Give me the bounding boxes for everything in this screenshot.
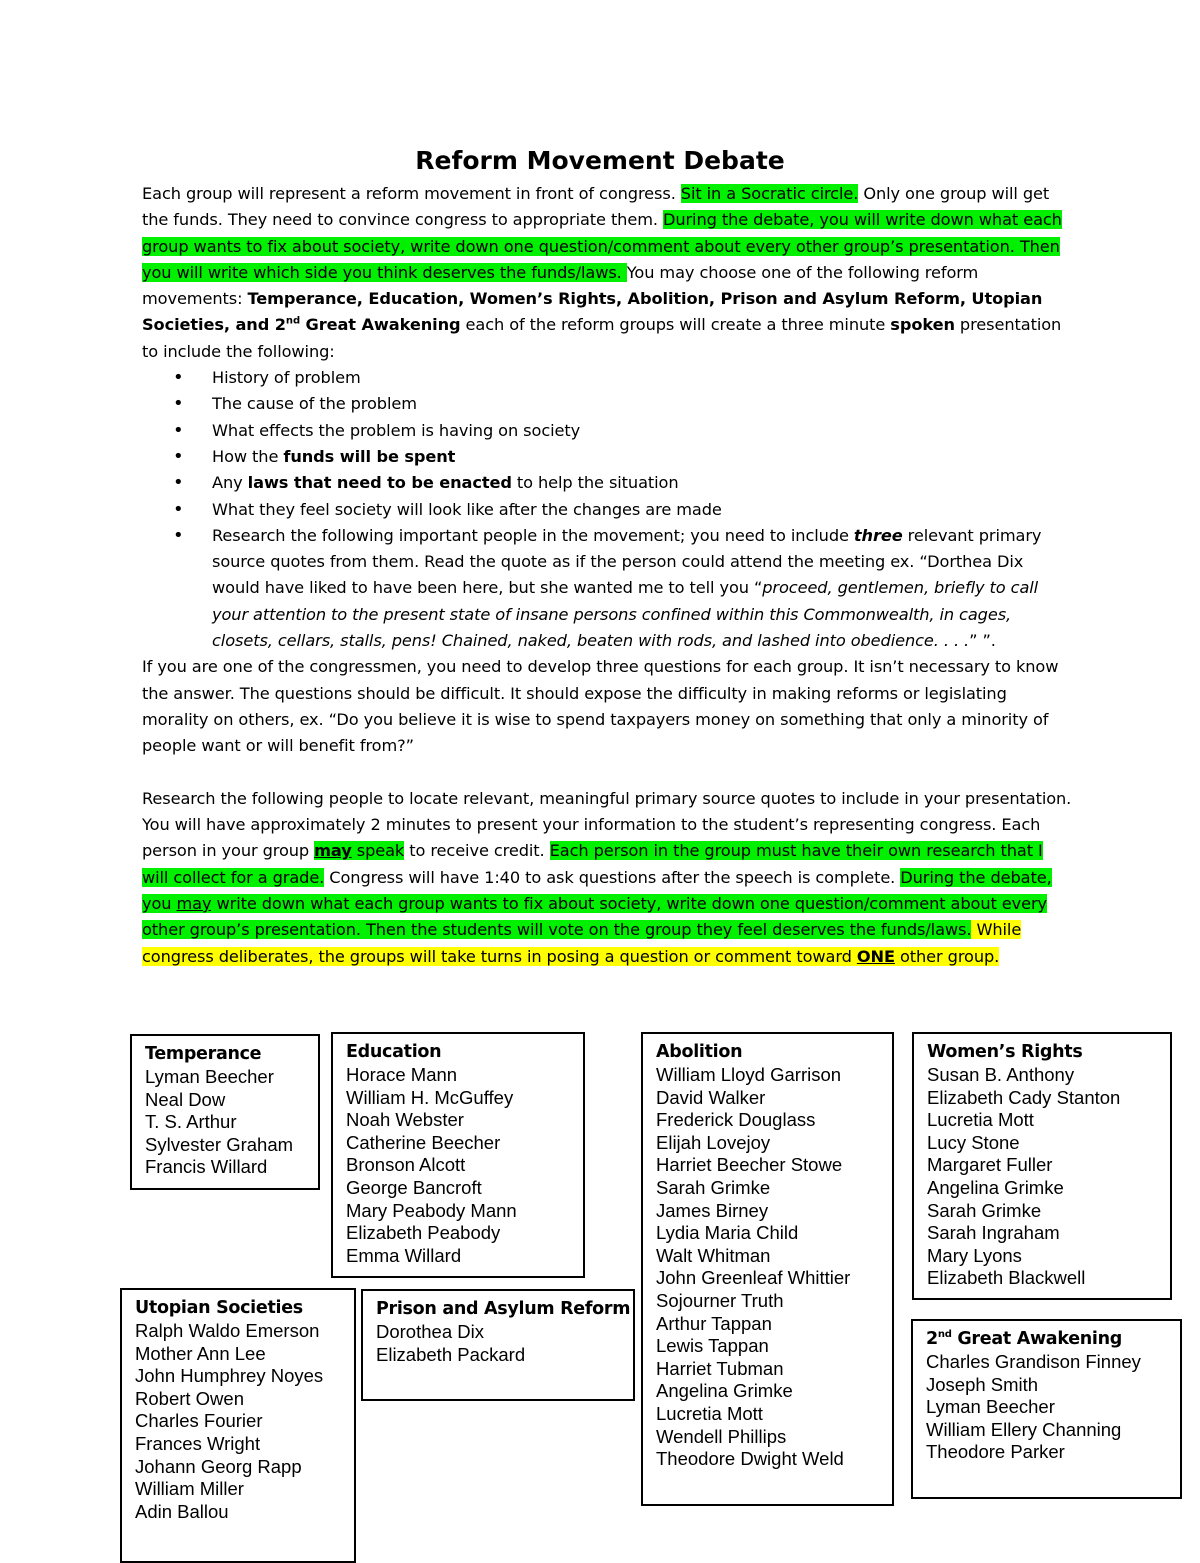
person-name: Frederick Douglass	[656, 1109, 816, 1131]
list-item-text: Research the following important people in the movement; you need to include	[212, 525, 854, 545]
spacer	[142, 760, 1072, 786]
great-awakening-box	[911, 1319, 1182, 1499]
utopian-societies-box	[120, 1288, 356, 1563]
person-name: Elijah Lovejoy	[656, 1131, 771, 1153]
highlighted-text: Each person in the group must have their own research that I will collect for a grade.	[142, 841, 1043, 887]
person-name: Susan B. Anthony	[927, 1064, 1075, 1085]
person-name: William Lloyd Garrison	[656, 1064, 842, 1085]
person-name: Lucy Stone	[927, 1131, 1020, 1153]
quote-text: proceed, gentlemen, briefly to call your attention to the present state of insane persons confined within this Commonwealth, in cages, closets, cellars, stalls, pens! Chained, naked, beaten with rods, and lashed into obedience. . . .	[212, 578, 1039, 651]
highlighted-text: Sit in a Socratic circle.	[680, 184, 859, 203]
highlighted-text: write down what each group wants to fix about society, write down one question/comment about every other group’s presentation. Then the students will vote on the group they feel deserves the funds/laws.	[142, 894, 1048, 940]
superscript: nd	[285, 316, 300, 328]
person-name: Sojourner Truth	[656, 1289, 784, 1311]
title-text: 2	[926, 1329, 938, 1349]
list-item-text: Any	[212, 473, 248, 493]
bold-text: three	[853, 525, 903, 545]
person-name: Theodore Dwight Weld	[656, 1448, 844, 1470]
text-run: Congress will have 1:40 to ask questions after the speech is complete.	[324, 867, 901, 887]
people-list	[346, 1064, 583, 1267]
person-name: T. S. Arthur	[145, 1111, 237, 1133]
person-name: Johann Georg Rapp	[135, 1455, 302, 1477]
yellow-highlighted-text: other group.	[894, 946, 1000, 966]
person-name: Joseph Smith	[926, 1373, 1039, 1395]
person-name: Lydia Maria Child	[656, 1222, 799, 1244]
people-list	[145, 1066, 318, 1179]
bold-text: funds will be spent	[283, 446, 456, 466]
person-name: Bronson Alcott	[346, 1154, 466, 1176]
superscript: nd	[937, 1329, 952, 1341]
person-name: John Greenleaf Whittier	[656, 1267, 851, 1289]
research-paragraph	[142, 786, 1072, 970]
list-item	[212, 497, 1072, 523]
prison-asylum-reform-box	[361, 1289, 635, 1401]
person-name: Dorothea Dix	[376, 1321, 484, 1342]
requirements-list	[142, 365, 1072, 654]
list-item-text: History of problem	[212, 368, 361, 388]
list-item-text: How the	[212, 446, 284, 466]
person-name: Sarah Grimke	[927, 1199, 1042, 1221]
person-name: Elizabeth Blackwell	[927, 1267, 1086, 1289]
list-item	[212, 365, 1072, 391]
group-title: Prison and Asylum Reform	[376, 1299, 631, 1319]
text-run: to receive credit.	[404, 841, 550, 861]
text-run: You may choose one of the following reform movements:	[142, 262, 979, 309]
person-name: Francis Willard	[145, 1156, 268, 1178]
person-name: Wendell Phillips	[656, 1425, 787, 1447]
list-item	[212, 418, 1072, 444]
title-text: Great Awakening	[951, 1329, 1123, 1349]
text-run: each of the reform groups will create a three minute	[460, 315, 891, 335]
person-name: Frances Wright	[135, 1432, 261, 1454]
abolition-box	[641, 1032, 894, 1506]
text-run: Only one group will get the funds. They need to convince congress to appropriate them.	[142, 184, 1050, 230]
person-name: Harriet Beecher Stowe	[656, 1154, 843, 1176]
yellow-highlighted-text: While congress deliberates, the groups will take turns in posing a question or comment toward	[142, 920, 1022, 966]
education-box	[331, 1032, 585, 1278]
person-name: Walt Whitman	[656, 1244, 771, 1266]
bold-text: laws that need to be enacted	[247, 473, 512, 493]
highlighted-text: may	[314, 841, 352, 861]
people-list	[376, 1321, 633, 1366]
person-name: Sylvester Graham	[145, 1133, 294, 1155]
person-name: Ralph Waldo Emerson	[135, 1320, 320, 1341]
person-name: William Ellery Channing	[926, 1418, 1122, 1440]
person-name: Theodore Parker	[926, 1441, 1065, 1463]
person-name: Adin Ballou	[135, 1500, 229, 1522]
person-name: Angelina Grimke	[656, 1380, 793, 1402]
person-name: George Bancroft	[346, 1176, 482, 1198]
people-list	[656, 1064, 892, 1471]
person-name: Noah Webster	[346, 1109, 464, 1131]
list-item	[212, 444, 1072, 470]
group-title	[926, 1327, 1180, 1351]
person-name: Harriet Tubman	[656, 1357, 784, 1379]
group-title: Utopian Societies	[135, 1298, 303, 1318]
person-name: Catherine Beecher	[346, 1131, 501, 1153]
person-name: Sarah Ingraham	[927, 1222, 1060, 1244]
bold-text: spoken	[890, 315, 955, 335]
person-name: Lewis Tappan	[656, 1335, 769, 1357]
person-name: Emma Willard	[346, 1244, 462, 1266]
person-name: Charles Grandison Finney	[926, 1351, 1141, 1372]
list-item-text: What they feel society will look like after the changes are made	[212, 499, 722, 519]
page-title: Reform Movement Debate	[415, 146, 785, 175]
person-name: David Walker	[656, 1086, 766, 1108]
text-run: Each group will represent a reform movement in front of congress.	[142, 184, 681, 203]
bold-text: Great Awakening	[300, 315, 461, 335]
person-name: Elizabeth Cady Stanton	[927, 1086, 1121, 1108]
group-title: Women’s Rights	[927, 1042, 1083, 1062]
person-name: Angelina Grimke	[927, 1176, 1064, 1198]
person-name: Mary Lyons	[927, 1244, 1022, 1266]
person-name: Neal Dow	[145, 1088, 226, 1110]
highlighted-text: During the debate, you	[142, 867, 1052, 914]
list-item-text: relevant primary source quotes from them. Read the quote as if the person could attend the meeting ex. “Dorthea Dix would have liked to have been here, but she wanted me to tell you “	[212, 525, 1042, 598]
person-name: John Humphrey Noyes	[135, 1365, 324, 1387]
person-name: Elizabeth Packard	[376, 1343, 526, 1365]
womens-rights-box	[912, 1032, 1172, 1300]
person-name: Mary Peabody Mann	[346, 1199, 517, 1221]
person-name: Lucretia Mott	[927, 1109, 1034, 1131]
group-title: Temperance	[145, 1044, 262, 1064]
people-list	[926, 1351, 1180, 1464]
group-title: Education	[346, 1042, 442, 1062]
highlighted-text: During the debate, you will write down what each group wants to fix about society, write down one question/comment about every other group’s presentation. Then you will write which side you think deserves the funds/laws.	[142, 210, 1062, 282]
person-name: Sarah Grimke	[656, 1176, 771, 1198]
person-name: Horace Mann	[346, 1064, 458, 1085]
person-name: William H. McGuffey	[346, 1086, 514, 1108]
list-item-text: ” ”.	[969, 631, 996, 651]
person-name: James Birney	[656, 1199, 769, 1221]
list-item-text: What effects the problem is having on society	[212, 420, 581, 440]
person-name: William Miller	[135, 1478, 244, 1500]
people-list	[927, 1064, 1170, 1290]
person-name: Lucretia Mott	[656, 1402, 763, 1424]
person-name: Margaret Fuller	[927, 1154, 1053, 1176]
list-item-text: The cause of the problem	[212, 394, 417, 414]
person-name: Mother Ann Lee	[135, 1342, 266, 1364]
instructions-paragraph	[142, 181, 1072, 970]
text-run: Research the following people to locate relevant, meaningful primary source quotes to include in your presentation. You will have approximately 2 minutes to present your information to the student’s representing congress. Each person in your group	[142, 788, 1072, 861]
list-item	[212, 391, 1072, 417]
person-name: Charles Fourier	[135, 1410, 263, 1432]
list-item	[212, 470, 1072, 496]
group-title: Abolition	[656, 1042, 743, 1062]
temperance-box	[130, 1034, 320, 1190]
people-list	[135, 1320, 354, 1523]
list-item-text: to help the situation	[511, 473, 679, 493]
person-name: Elizabeth Peabody	[346, 1222, 501, 1244]
person-name: Robert Owen	[135, 1387, 244, 1409]
highlighted-text: may	[176, 894, 212, 914]
text-run: presentation to include the following:	[142, 315, 1062, 361]
person-name: Lyman Beecher	[926, 1396, 1055, 1418]
person-name: Lyman Beecher	[145, 1066, 274, 1087]
congressmen-paragraph: If you are one of the congressmen, you need to develop three questions for each group. It isn’t necessary to know the answer. The questions should be difficult. It should expose the difficulty in making reforms or legislating morality on others, ex. “Do you believe it is wise to spend taxpayers money on something that only a minority of people want or will benefit from?”	[142, 657, 1059, 756]
bold-text: Temperance, Education, Women’s Rights, Abolition, Prison and Asylum Reform, Utopian Societies, and 2	[142, 289, 1043, 335]
highlighted-text: speak	[351, 841, 405, 861]
yellow-highlighted-text: ONE	[856, 946, 895, 966]
person-name: Arthur Tappan	[656, 1312, 772, 1334]
list-item	[212, 523, 1072, 654]
